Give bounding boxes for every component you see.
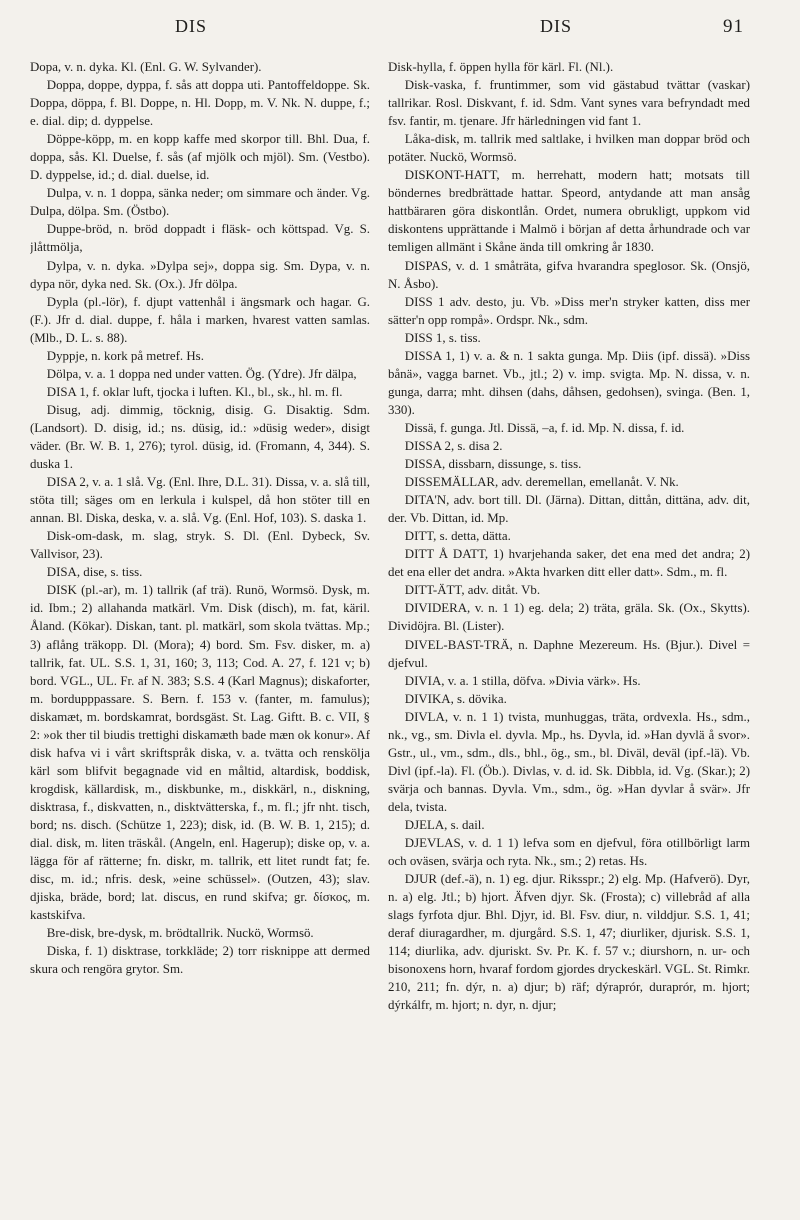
entry-djela: DJELA, s. dail. xyxy=(404,817,485,832)
entry-laka-disk: Låka-disk, m. tallrik med saltlake, i hvilken man doppar bröd och potäter. Nuckö, Wormsö. xyxy=(388,132,750,165)
entry-doppe-kopp: Döppe-köpp, m. en kopp kaffe med skorpor till. Bhl. Dua, f. doppa, sås. Kl. Duelse, f. sås (af mjölk och mjöl). Sm. (Vestbo). D. dyppelse, id.; d. dial. duelse, id. xyxy=(30,132,370,183)
entry-dissa-gunga: Dissä, f. gunga. Jtl. Dissä, –a, f. id. Mp. N. dissa, f. id. xyxy=(404,420,685,435)
entry-disk-vaska: Disk-vaska, f. fruntimmer, som vid gästabud tvättar (vaskar) tallrikar. Rosl. Diskvant, f. id. Sdm. Vant synes vara befryndadt med fsv. fantir, m. tjenare. Jfr härledningen vid fant 1. xyxy=(388,78,750,129)
entry-dissemallar: DISSEMÄLLAR, adv. deremellan, emellanåt. V. Nk. xyxy=(404,475,679,490)
entry-disa-2: DISA 2, v. a. 1 slå. Vg. (Enl. Ihre, D.L. 31). Dissa, v. a. slå till, stöta till; säges om en lerkula i kulspel, då hon stöter till en annan. Bl. Diska, deska, v. a. slå. Vg. (Enl. Hof, 103). S. daska 1. xyxy=(30,475,370,526)
entry-divika: DIVIKA, s. dövika. xyxy=(404,691,507,706)
entry-dividera: DIVIDERA, v. n. 1 1) eg. dela; 2) träta, gräla. Sk. (Ox., Skytts). Dividöjra. Bl. (Lister). xyxy=(388,601,750,634)
entry-bre-disk: Bre-disk, bre-dysk, m. brödtallrik. Nuckö, Wormsö. xyxy=(46,926,314,941)
entry-diskont-hatt: DISKONT-HATT, m. herrehatt, modern hatt; motsats till böndernes bredbrättade hattar. Speord, antydande att man ansåg hattbäraren göra diskontlån. Ordet, numera obrukligt, uppkom vid diskontens upprättande i Malmö i början af detta århundrade och var temligen allmänt i Skåne ända till omkring år 1830. xyxy=(388,168,750,255)
entry-diska: Diska, f. 1) disktrase, torkkläde; 2) torr risknippe att dermed skura och rengöra grytor. Sm. xyxy=(30,944,370,977)
entry-dypla: Dypla (pl.-lör), f. djupt vattenhål i ängsmark och hagar. G. (F.). Jfr d. dial. duppe, f. håla i marken, hvarest vatten samlas. (Mlb., D. L. s. 88). xyxy=(30,294,370,345)
entry-disa-1: DISA 1, f. oklar luft, tjocka i luften. Kl., bl., sk., hl. m. fl. xyxy=(46,384,343,399)
entry-ditt: DITT, s. detta, dätta. xyxy=(404,529,511,544)
entry-dulpa: Dulpa, v. n. 1 doppa, sänka neder; om simmare och änder. Vg. Dulpa, dölpa. Sm. (Östbo). xyxy=(30,186,370,219)
entry-djevlas: DJEVLAS, v. d. 1 1) lefva som en djefvul, föra otillbörligt larm och oväsen, svärja och ryta. Nk., sm.; 2) retas. Hs. xyxy=(388,836,750,869)
entry-diss-1-adv: DISS 1 adv. desto, ju. Vb. »Diss mer'n stryker katten, diss mer sätter'n opp rompå». Ordspr. Nk., sdm. xyxy=(388,294,750,327)
entry-divla: DIVLA, v. n. 1 1) tvista, munhuggas, träta, ordvexla. Hs., sdm., nk., vg., sm. Divla el. dyvla. Mp., hs. Dyvla, id. »Han dyvlä å svor». Gstr., ul., vm., sdm., dls., bhl., ög., sm., bl. Diväl, deväl (ipf.-lä). Vb. Divl (ipf.-la). Fl. (Öb.). Divlas, v. d. id. Sk. Dibbla, id. Vg. (Skar.); 2) svärja och bannas. Dyvla. Vm., sdm., ög. »Han dyvlar å svär». Jfr dela, tvista. xyxy=(388,709,750,814)
entry-doppa: Doppa, doppe, dyppa, f. sås att doppa uti. Pantoffeldoppe. Sk. Doppa, döppa, f. Bl. Doppe, n. Hl. Dopp, m. V. Nk. N. duppe, f.; e. dial. dip; d. dyppelse. xyxy=(30,78,370,129)
entry-disa-dise: DISA, dise, s. tiss. xyxy=(46,565,143,580)
entry-diss-1-s: DISS 1, s. tiss. xyxy=(404,330,481,345)
page-number: 91 xyxy=(723,16,744,37)
left-column xyxy=(30,58,370,1208)
entry-dissa-2: DISSA 2, s. disa 2. xyxy=(404,438,503,453)
entry-dopa: Dopa, v. n. dyka. Kl. (Enl. G. W. Sylvander). xyxy=(30,60,262,74)
entry-djur: DJUR (def.-ä), n. 1) eg. djur. Riksspr.; 2) elg. Mp. (Hafverö). Dyr, n. a) elg. Jtl.; b) hjort. Äfven djyr. Sk. (Frosta); c) villebråd af alla slags fyrfota djur. Bhl. Djyr, id. Bl. Fsv. diur, n. vilddjur. S.S. 1, 41; deraf diuragardher, m. djurgård. S.S. 1, 47; diurliker, djurisk. S.S. 1, 114; diurlika, adv. djuriskt. Sv. Pr. K. f. 57 v.; diurshorn, n. ur- och bisonoxens horn, hvaraf fordom gjordes dryckeskärl. VGL. St. Rimkr. 210, 211; fn. dýr, n. a) djur; b) räf; dýraprór, duraprór, m. hjort; dýrkálfr, m. hjort; n. dyr, n. djur; xyxy=(388,872,750,1013)
running-head-left: DIS xyxy=(175,16,208,36)
entry-ditt-a-datt: DITT Å DATT, 1) hvarjehanda saker, det ena med det andra; 2) det ena eller det andra. »Akta hvarken ditt eller datt». Sdm., m. fl. xyxy=(388,547,750,580)
entry-disug: Disug, adj. dimmig, töcknig, disig. G. Disaktig. Sdm. (Landsort). D. disig, id.; ns. düsig, id.: »düsig weder», disigt väder. (Br. W. B. 1, 276); tyrol. düsig, id. (Fromann, 4, 344). S. duska 1. xyxy=(30,402,370,472)
entry-ditt-att: DITT-ÄTT, adv. ditåt. Vb. xyxy=(404,583,541,598)
entry-divel-bast-tra: DIVEL-BAST-TRÄ, n. Daphne Mezereum. Hs. (Bjur.). Divel = djefvul. xyxy=(388,637,750,670)
entry-dissa-1: DISSA 1, 1) v. a. & n. 1 sakta gunga. Mp. Diis (ipf. dissä). »Diss bånä», vagga barnet. Vb., jtl.; 2) v. imp. svigta. Mp. N. dissa, v. n. gunga, darra; mht. dihsen (dahs, dåhsen, gedohsen), svinga. (Ben. 1, 330). xyxy=(388,348,750,417)
entry-dolpa: Dölpa, v. a. 1 doppa ned under vatten. Ög. (Ydre). Jfr dälpa, xyxy=(46,366,357,381)
running-head-right: DIS xyxy=(540,16,573,36)
right-column xyxy=(388,58,750,1208)
entry-duppe-brod: Duppe-bröd, n. bröd doppadt i fläsk- och köttspad. Vg. S. jlåttmölja, xyxy=(30,222,370,255)
entry-divia: DIVIA, v. a. 1 stilla, döfva. »Divia värk». Hs. xyxy=(404,673,641,688)
entry-dispas: DISPAS, v. d. 1 småträta, gifva hvarandra speglosor. Sk. (Onsjö, N. Åsbo). xyxy=(388,258,750,291)
entry-dyppje: Dyppje, n. kork på metref. Hs. xyxy=(46,348,204,363)
entry-dylpa: Dylpa, v. n. dyka. »Dylpa sej», doppa sig. Sm. Dypa, v. n. dypa nör, dyka ned. Sk. (Ox.). Jfr dölpa. xyxy=(30,258,370,291)
entry-disk-om-dask: Disk-om-dask, m. slag, stryk. S. Dl. (Enl. Dybeck, Sv. Vallvisor, 23). xyxy=(30,529,370,562)
entry-disk-hylla: Disk-hylla, f. öppen hylla för kärl. Fl. (Nl.). xyxy=(388,60,614,74)
entry-dissa-dissbarn: DISSA, dissbarn, dissunge, s. tiss. xyxy=(404,457,582,472)
entry-ditan: DITA'N, adv. bort till. Dl. (Järna). Dittan, dittån, dittäna, adv. dit, der. Vb. Dittan, id. Mp. xyxy=(388,493,750,526)
entry-disk: DISK (pl.-ar), m. 1) tallrik (af trä). Runö, Wormsö. Dysk, m. id. Ibm.; 2) allahanda matkärl. Vm. Disk (disch), m. fat, käril. Åland. (Kökar). Diskan, tant. pl. matkärl, som skola tvättas. Mp.; 3) aflång träkopp. Dl. (Mora); 4) bord. Sm. Fsv. disker, m. a) tallrik, fat. UL. S.S. 1, 31, 160; 3, 113; Cod. A. 27, f. 121 v; b) bord. VGL., UL. Fr. af N. 383; S.S. 4 (Karl Magnus); diskaforter, m. bordupppassare. S. Bern. f. 153 v. (fanter, m. famulus); diskamæt, m. bordskamrat, bordsgäst. St. Lag. Giftt. B. c. VII, § 2: »ok ther til biudis trettighi diskamæth bade mæn ok konur». Af disk hafva vi i vårt skriftspråk diska, v. a. tvätta och renskölja kärl som blifvit begagnade vid en måltid, altardisk, boddisk, krogdisk, källardisk, m., diskbunke, m., diskkärl, n., diskning, disktrasa, f., diskvatten, n., disktvätterska, f., m. fl.; jfr nht. tisch, bord; ns. disch. (Schütze 1, 223); disk, id. (B. W. B. 1, 215); d. dial. disk, m. liten träskål. (Angeln, enl. Hagerup); diske op, v. a. lägga för af rätterne; fn. diskr, m. tallrik, ett litet rundt fat; fe. disc, m. id.; nfris. desk, »eine schüssel». (Outzen, 43); slav. djiska, bräde, bord; lat. discus, en rund skifva; gr. δίσκος, m. kastskifva. xyxy=(30,583,370,923)
